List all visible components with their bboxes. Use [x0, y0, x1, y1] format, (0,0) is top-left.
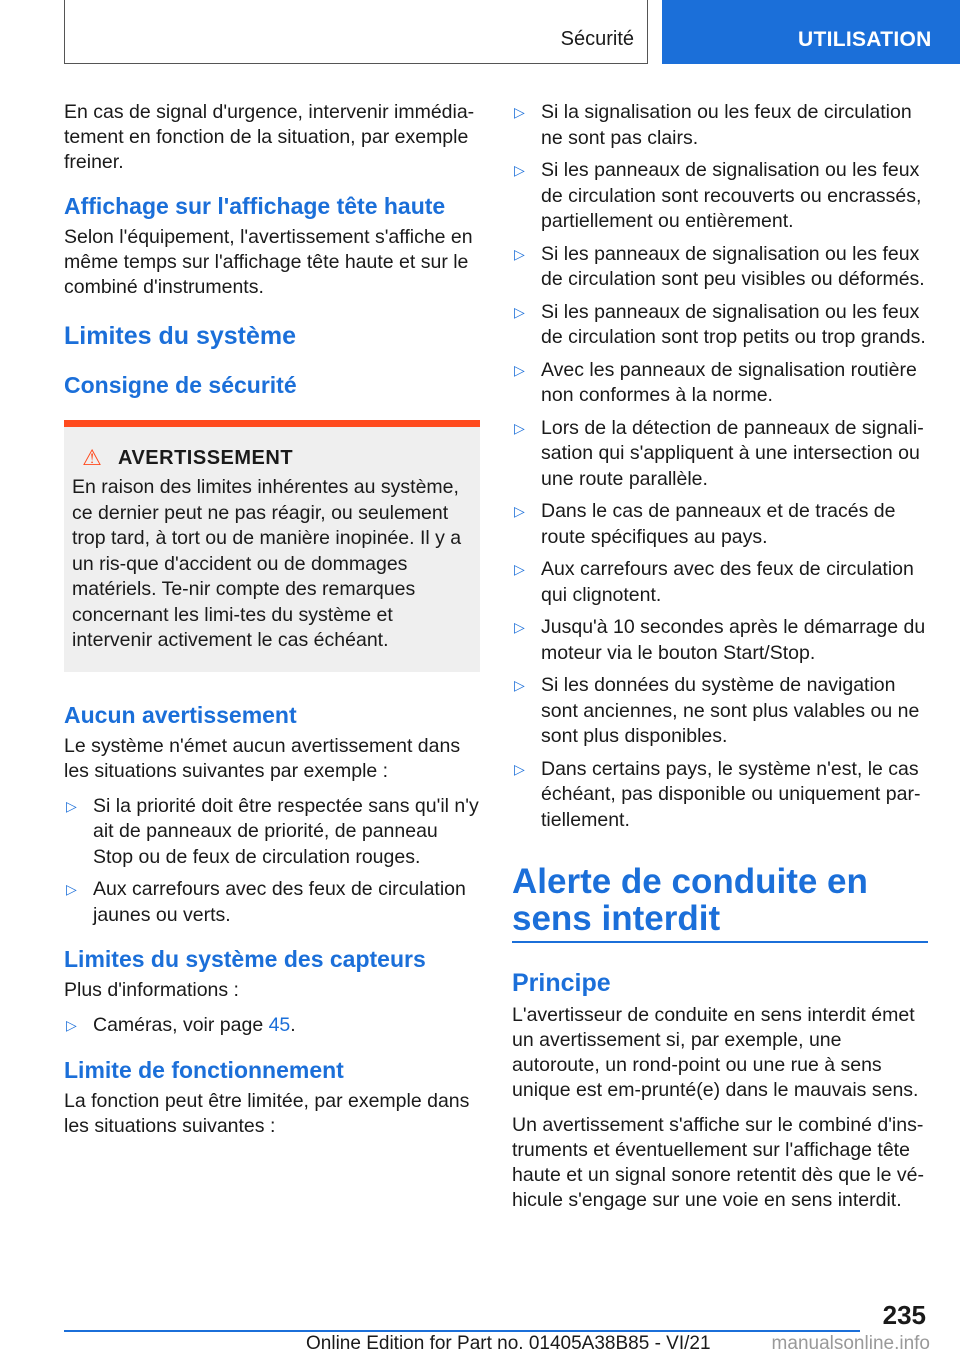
warning-label: AVERTISSEMENT [118, 446, 294, 469]
list-item: ▷ Si la priorité doit être respectée sans qu'il n'y ait de panneaux de priorité, de panneau Stop ou de feux de circulation rouges. [66, 794, 479, 868]
triangle-bullet-icon: ▷ [514, 245, 525, 262]
warning-triangle-icon: ⚠ [82, 445, 102, 470]
function-paragraph: La fonction peut être limitée, par exemple dans les situations suivantes : [64, 1089, 470, 1137]
triangle-bullet-icon: ▷ [514, 677, 525, 693]
no-warning-list [64, 794, 480, 929]
warning-box [64, 420, 480, 672]
footer-rule [64, 1330, 860, 1332]
hud-heading: Affichage sur l'affichage tête haute [64, 193, 446, 219]
list-item: ▷ Dans le cas de panneaux et de tracés de route spécifiques au pays. [514, 500, 896, 548]
footer-edition: Online Edition for Part no. 01405A38B85 - VI/21 [306, 1333, 711, 1354]
triangle-bullet-icon: ▷ [514, 104, 525, 120]
list-item: ▷ Si la signalisation ou les feux de circulation ne sont pas clairs. [514, 101, 912, 149]
list-item: ▷ Aux carrefours avec des feux de circulation qui clignotent. [514, 558, 914, 606]
triangle-bullet-icon: ▷ [514, 619, 525, 635]
sensor-heading: Limites du système des capteurs [64, 946, 426, 972]
triangle-bullet-icon: ▷ [514, 561, 525, 577]
warning-text: En raison des limites inhérentes au système, ce dernier peut ne pas réagir, ou seulement trop tard, à tort ou de manière inopinée. Il y a un ris-que d'accident ou de dommages matériels. Te-nir compte des remarques concernant les limi-tes du système et intervenir activement le cas échéant. [72, 476, 462, 651]
list-item: ▷ Lors de la détection de panneaux de signali-sation qui s'appliquent à une intersection ou une route parallèle. [514, 416, 924, 490]
list-item: ▷ Si les données du système de navigation sont anciennes, ne sont plus valables ou ne sont plus disponibles. [514, 674, 920, 747]
limits-heading: Limites du système [64, 322, 297, 350]
section-title: Sécurité [560, 28, 634, 50]
list-item: ▷ Caméras, voir page 45. [64, 1013, 480, 1039]
warning-title [72, 445, 474, 471]
footer-watermark: manualsonline.info [771, 1333, 930, 1354]
chapter-heading: Alerte de conduite en sens interdit [512, 862, 868, 938]
page-link[interactable]: 45 [268, 1014, 291, 1036]
chapter-rule [512, 941, 928, 943]
sensor-list [64, 1013, 480, 1039]
triangle-bullet-icon: ▷ [514, 419, 525, 436]
list-item: ▷ Si les panneaux de signalisation ou les feux de circulation sont peu visibles ou déformés. [514, 242, 925, 290]
principle-paragraph-1: L'avertisseur de conduite en sens interdit émet un avertissement si, par exemple, une autoroute, un rond-point ou une rue à sens unique est em-prunté(e) dans le mauvais sens. [512, 1004, 919, 1101]
right-column [512, 100, 928, 1223]
list-item: ▷ Si les panneaux de signalisation ou les feux de circulation sont trop petits ou trop grands. [514, 300, 926, 348]
triangle-bullet-icon: ▷ [514, 760, 525, 777]
function-heading: Limite de fonctionnement [64, 1056, 344, 1083]
intro-paragraph: En cas de signal d'urgence, intervenir immédia-tement en fonction de la situation, par exemple freiner. [64, 101, 475, 173]
triangle-bullet-icon: ▷ [514, 303, 525, 320]
left-column [64, 100, 480, 1149]
triangle-bullet-icon: ▷ [514, 361, 525, 378]
triangle-bullet-icon: ▷ [66, 881, 77, 897]
list-item: ▷ Jusqu'à 10 secondes après le démarrage du moteur via le bouton Start/Stop. [514, 616, 926, 664]
triangle-bullet-icon: ▷ [66, 797, 77, 814]
list-item: ▷ Si les panneaux de signalisation ou les feux de circulation sont recouverts ou encrassés, partiellement ou entièrement. [514, 159, 922, 232]
hud-paragraph: Selon l'équipement, l'avertissement s'affiche en même temps sur l'affichage tête haute et sur le combiné d'instruments. [64, 226, 473, 298]
triangle-bullet-icon: ▷ [514, 503, 525, 519]
limitation-list [512, 100, 928, 833]
triangle-bullet-icon: ▷ [66, 1017, 77, 1033]
no-warning-heading: Aucun avertissement [64, 701, 297, 728]
principle-paragraph-2: Un avertissement s'affiche sur le combiné d'ins-truments et éventuellement sur l'affichage tête haute et un signal sonore retentit dès que le vé-hicule s'engage sur une voie en sens interdit. [512, 1114, 924, 1211]
principle-heading: Principe [512, 969, 611, 997]
triangle-bullet-icon: ▷ [514, 162, 525, 178]
chapter-tab[interactable]: UTILISATION [662, 0, 960, 64]
list-item: ▷ Dans certains pays, le système n'est, le cas échéant, pas disponible ou uniquement par-tiellement. [514, 757, 921, 831]
no-warning-paragraph: Le système n'émet aucun avertissement dans les situations suivantes par exemple : [64, 734, 461, 782]
list-item: ▷ Avec les panneaux de signalisation routière non conformes à la norme. [514, 358, 917, 406]
sensor-paragraph: Plus d'informations : [64, 979, 239, 1001]
page-number: 235 [882, 1300, 926, 1330]
list-item: ▷ Aux carrefours avec des feux de circulation jaunes ou verts. [66, 878, 466, 926]
safety-heading: Consigne de sécurité [64, 372, 297, 398]
